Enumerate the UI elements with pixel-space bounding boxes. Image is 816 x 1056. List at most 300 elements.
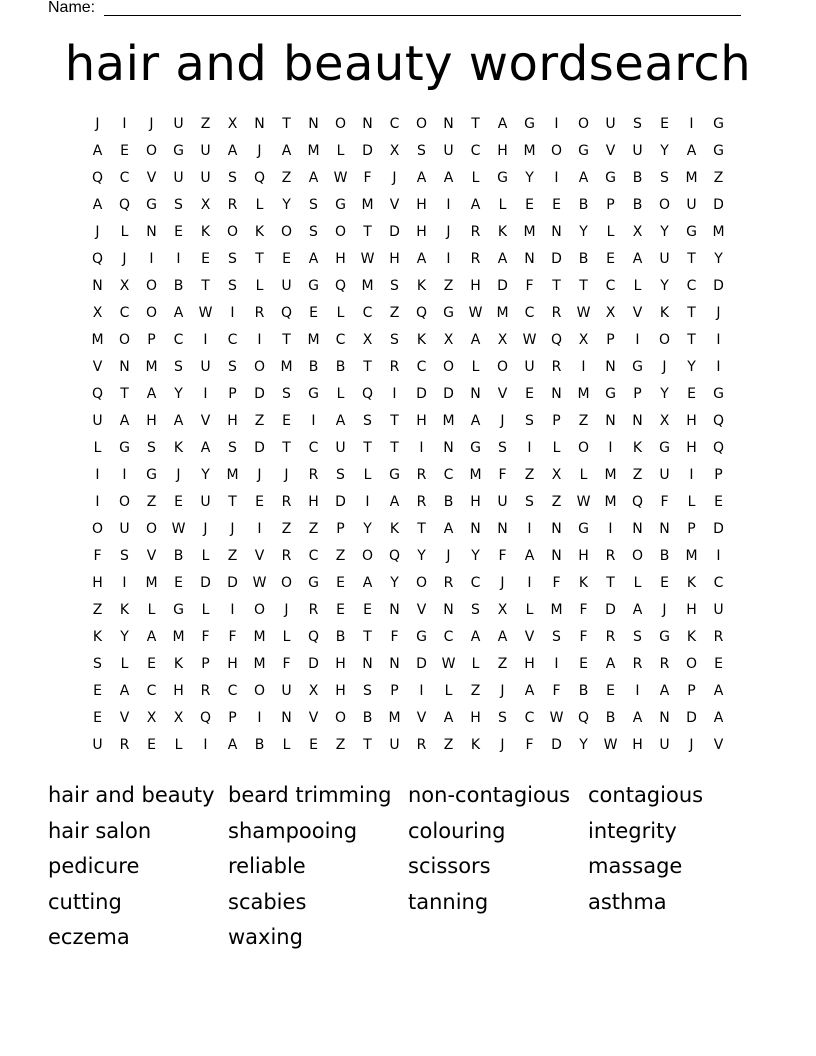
grid-letter[interactable]: F bbox=[552, 683, 561, 699]
grid-letter[interactable]: W bbox=[603, 737, 618, 753]
grid-letter[interactable]: F bbox=[498, 548, 507, 564]
grid-letter[interactable]: D bbox=[389, 224, 400, 240]
grid-letter[interactable]: P bbox=[687, 683, 696, 699]
grid-letter[interactable]: K bbox=[686, 629, 697, 645]
grid-letter[interactable]: D bbox=[308, 656, 319, 672]
grid-letter[interactable]: D bbox=[713, 521, 724, 537]
grid-letter[interactable]: U bbox=[524, 359, 535, 375]
grid-letter[interactable]: J bbox=[257, 467, 262, 483]
grid-letter[interactable]: G bbox=[524, 116, 535, 132]
grid-letter[interactable]: L bbox=[255, 278, 264, 294]
grid-letter[interactable]: A bbox=[335, 413, 346, 429]
grid-letter[interactable]: A bbox=[119, 413, 130, 429]
grid-letter[interactable]: S bbox=[93, 656, 102, 672]
grid-letter[interactable]: N bbox=[470, 521, 481, 537]
grid-letter[interactable]: Z bbox=[470, 683, 481, 699]
grid-letter[interactable]: A bbox=[713, 683, 724, 699]
grid-letter[interactable]: M bbox=[307, 332, 320, 348]
grid-letter[interactable]: O bbox=[415, 116, 428, 132]
grid-letter[interactable]: L bbox=[120, 224, 129, 240]
grid-letter[interactable]: L bbox=[687, 494, 696, 510]
grid-letter[interactable]: X bbox=[578, 332, 589, 348]
grid-letter[interactable]: O bbox=[145, 305, 158, 321]
grid-letter[interactable]: Z bbox=[308, 521, 319, 537]
grid-letter[interactable]: Z bbox=[92, 602, 103, 618]
grid-letter[interactable]: L bbox=[201, 602, 210, 618]
grid-letter[interactable]: C bbox=[308, 548, 319, 564]
grid-letter[interactable]: N bbox=[443, 116, 454, 132]
grid-letter[interactable]: Q bbox=[91, 386, 104, 402]
grid-letter[interactable]: K bbox=[389, 521, 400, 537]
grid-letter[interactable]: I bbox=[95, 494, 100, 510]
grid-letter[interactable]: U bbox=[389, 737, 400, 753]
grid-letter[interactable]: A bbox=[362, 575, 373, 591]
grid-letter[interactable]: S bbox=[336, 467, 345, 483]
grid-letter[interactable]: A bbox=[713, 710, 724, 726]
grid-letter[interactable]: G bbox=[470, 440, 481, 456]
grid-letter[interactable]: T bbox=[363, 629, 372, 645]
grid-letter[interactable]: E bbox=[174, 494, 183, 510]
grid-letter[interactable]: B bbox=[578, 251, 589, 267]
grid-letter[interactable]: O bbox=[280, 575, 293, 591]
grid-letter[interactable]: S bbox=[552, 629, 561, 645]
grid-letter[interactable]: B bbox=[578, 683, 589, 699]
grid-letter[interactable]: S bbox=[660, 170, 669, 186]
grid-letter[interactable]: X bbox=[551, 467, 562, 483]
grid-letter[interactable]: V bbox=[146, 170, 157, 186]
grid-letter[interactable]: W bbox=[360, 251, 375, 267]
grid-letter[interactable]: G bbox=[605, 386, 616, 402]
grid-letter[interactable]: L bbox=[282, 629, 291, 645]
grid-letter[interactable]: J bbox=[203, 521, 208, 537]
grid-letter[interactable]: G bbox=[497, 170, 508, 186]
grid-letter[interactable]: N bbox=[551, 386, 562, 402]
grid-letter[interactable]: E bbox=[525, 197, 534, 213]
grid-letter[interactable]: N bbox=[470, 386, 481, 402]
grid-letter[interactable]: F bbox=[525, 737, 534, 753]
grid-letter[interactable]: O bbox=[361, 548, 374, 564]
grid-letter[interactable]: X bbox=[227, 116, 238, 132]
grid-letter[interactable]: W bbox=[549, 710, 564, 726]
grid-letter[interactable]: Y bbox=[579, 224, 588, 240]
grid-letter[interactable]: S bbox=[228, 359, 237, 375]
grid-letter[interactable]: H bbox=[524, 656, 535, 672]
grid-letter[interactable]: T bbox=[201, 278, 210, 294]
grid-letter[interactable]: C bbox=[443, 629, 454, 645]
grid-letter[interactable]: G bbox=[173, 143, 184, 159]
grid-letter[interactable]: N bbox=[92, 278, 103, 294]
grid-letter[interactable]: T bbox=[282, 440, 291, 456]
grid-letter[interactable]: W bbox=[468, 305, 483, 321]
grid-letter[interactable]: P bbox=[633, 386, 642, 402]
grid-letter[interactable]: N bbox=[551, 224, 562, 240]
grid-letter[interactable]: K bbox=[659, 305, 670, 321]
grid-letter[interactable]: F bbox=[498, 467, 507, 483]
grid-letter[interactable]: D bbox=[713, 278, 724, 294]
grid-letter[interactable]: U bbox=[686, 197, 697, 213]
grid-letter[interactable]: R bbox=[713, 629, 724, 645]
grid-letter[interactable]: P bbox=[228, 386, 237, 402]
grid-letter[interactable]: I bbox=[203, 386, 208, 402]
grid-letter[interactable]: Z bbox=[200, 116, 211, 132]
grid-letter[interactable]: T bbox=[552, 278, 561, 294]
grid-letter[interactable]: L bbox=[282, 737, 291, 753]
grid-letter[interactable]: U bbox=[659, 467, 670, 483]
grid-letter[interactable]: A bbox=[308, 251, 319, 267]
grid-letter[interactable]: M bbox=[442, 413, 455, 429]
grid-letter[interactable]: L bbox=[336, 305, 345, 321]
grid-letter[interactable]: O bbox=[577, 440, 590, 456]
grid-letter[interactable]: B bbox=[632, 170, 643, 186]
grid-letter[interactable]: E bbox=[660, 575, 669, 591]
grid-letter[interactable]: O bbox=[145, 278, 158, 294]
grid-letter[interactable]: A bbox=[524, 683, 535, 699]
grid-letter[interactable]: V bbox=[497, 386, 508, 402]
grid-letter[interactable]: I bbox=[716, 548, 721, 564]
grid-letter[interactable]: I bbox=[608, 521, 613, 537]
grid-letter[interactable]: Z bbox=[713, 170, 724, 186]
grid-letter[interactable]: T bbox=[687, 251, 696, 267]
grid-letter[interactable]: K bbox=[173, 440, 184, 456]
grid-letter[interactable]: G bbox=[308, 575, 319, 591]
grid-letter[interactable]: E bbox=[282, 251, 291, 267]
grid-letter[interactable]: Y bbox=[660, 278, 669, 294]
grid-letter[interactable]: A bbox=[443, 170, 454, 186]
grid-letter[interactable]: L bbox=[606, 224, 615, 240]
grid-letter[interactable]: E bbox=[525, 386, 534, 402]
grid-letter[interactable]: H bbox=[470, 494, 481, 510]
grid-letter[interactable]: A bbox=[281, 143, 292, 159]
grid-letter[interactable]: G bbox=[659, 440, 670, 456]
grid-letter[interactable]: D bbox=[362, 143, 373, 159]
grid-letter[interactable]: F bbox=[660, 494, 669, 510]
grid-letter[interactable]: K bbox=[254, 224, 265, 240]
grid-letter[interactable]: E bbox=[363, 602, 372, 618]
grid-letter[interactable]: Y bbox=[120, 629, 129, 645]
grid-letter[interactable]: M bbox=[361, 197, 374, 213]
grid-letter[interactable]: O bbox=[91, 521, 104, 537]
grid-letter[interactable]: Z bbox=[497, 656, 508, 672]
grid-letter[interactable]: E bbox=[687, 386, 696, 402]
grid-letter[interactable]: O bbox=[280, 224, 293, 240]
grid-letter[interactable]: S bbox=[390, 332, 399, 348]
grid-letter[interactable]: S bbox=[633, 116, 642, 132]
grid-letter[interactable]: I bbox=[446, 251, 451, 267]
grid-letter[interactable]: D bbox=[335, 494, 346, 510]
grid-letter[interactable]: U bbox=[200, 143, 211, 159]
grid-letter[interactable]: H bbox=[470, 278, 481, 294]
grid-letter[interactable]: M bbox=[469, 467, 482, 483]
grid-letter[interactable]: B bbox=[173, 548, 184, 564]
grid-letter[interactable]: U bbox=[443, 143, 454, 159]
grid-letter[interactable]: R bbox=[227, 197, 238, 213]
grid-letter[interactable]: I bbox=[203, 332, 208, 348]
grid-letter[interactable]: I bbox=[527, 440, 532, 456]
grid-letter[interactable]: H bbox=[308, 494, 319, 510]
grid-letter[interactable]: H bbox=[686, 602, 697, 618]
grid-letter[interactable]: A bbox=[470, 332, 481, 348]
grid-letter[interactable]: M bbox=[577, 386, 590, 402]
grid-letter[interactable]: E bbox=[309, 737, 318, 753]
grid-letter[interactable]: P bbox=[228, 710, 237, 726]
grid-letter[interactable]: N bbox=[443, 440, 454, 456]
grid-letter[interactable]: Y bbox=[363, 521, 372, 537]
grid-letter[interactable]: A bbox=[632, 710, 643, 726]
grid-letter[interactable]: L bbox=[336, 386, 345, 402]
grid-letter[interactable]: I bbox=[527, 521, 532, 537]
grid-letter[interactable]: F bbox=[363, 170, 372, 186]
grid-letter[interactable]: I bbox=[716, 359, 721, 375]
grid-letter[interactable]: M bbox=[91, 332, 104, 348]
grid-letter[interactable]: Q bbox=[91, 251, 104, 267]
grid-letter[interactable]: K bbox=[470, 737, 481, 753]
grid-letter[interactable]: S bbox=[498, 710, 507, 726]
grid-letter[interactable]: G bbox=[713, 386, 724, 402]
grid-letter[interactable]: Y bbox=[660, 386, 669, 402]
grid-letter[interactable]: M bbox=[145, 359, 158, 375]
grid-letter[interactable]: Y bbox=[417, 548, 426, 564]
grid-letter[interactable]: C bbox=[146, 683, 157, 699]
grid-letter[interactable]: O bbox=[631, 548, 644, 564]
grid-letter[interactable]: K bbox=[92, 629, 103, 645]
grid-letter[interactable]: U bbox=[497, 494, 508, 510]
grid-letter[interactable]: C bbox=[686, 278, 697, 294]
grid-letter[interactable]: Q bbox=[253, 170, 266, 186]
grid-letter[interactable]: A bbox=[146, 386, 157, 402]
grid-letter[interactable]: E bbox=[174, 575, 183, 591]
grid-letter[interactable]: S bbox=[363, 413, 372, 429]
grid-letter[interactable]: Y bbox=[714, 251, 723, 267]
grid-letter[interactable]: J bbox=[500, 413, 505, 429]
grid-letter[interactable]: J bbox=[257, 143, 262, 159]
grid-letter[interactable]: Y bbox=[390, 575, 399, 591]
grid-letter[interactable]: V bbox=[308, 710, 319, 726]
grid-letter[interactable]: N bbox=[362, 656, 373, 672]
grid-letter[interactable]: E bbox=[120, 143, 129, 159]
grid-letter[interactable]: J bbox=[95, 116, 100, 132]
grid-letter[interactable]: O bbox=[442, 359, 455, 375]
grid-letter[interactable]: M bbox=[712, 224, 725, 240]
grid-letter[interactable]: S bbox=[417, 143, 426, 159]
grid-letter[interactable]: S bbox=[174, 359, 183, 375]
grid-letter[interactable]: G bbox=[713, 143, 724, 159]
grid-letter[interactable]: G bbox=[173, 602, 184, 618]
grid-letter[interactable]: K bbox=[416, 332, 427, 348]
grid-letter[interactable]: S bbox=[633, 629, 642, 645]
grid-letter[interactable]: O bbox=[658, 332, 671, 348]
grid-letter[interactable]: M bbox=[523, 143, 536, 159]
grid-letter[interactable]: O bbox=[145, 143, 158, 159]
grid-letter[interactable]: O bbox=[496, 359, 509, 375]
grid-letter[interactable]: H bbox=[416, 224, 427, 240]
grid-letter[interactable]: W bbox=[522, 332, 537, 348]
grid-letter[interactable]: Z bbox=[281, 170, 292, 186]
grid-letter[interactable]: W bbox=[252, 575, 267, 591]
grid-letter[interactable]: R bbox=[308, 467, 319, 483]
grid-letter[interactable]: N bbox=[524, 251, 535, 267]
grid-letter[interactable]: I bbox=[716, 332, 721, 348]
grid-letter[interactable]: R bbox=[443, 575, 454, 591]
grid-letter[interactable]: M bbox=[172, 629, 185, 645]
grid-letter[interactable]: H bbox=[335, 656, 346, 672]
grid-letter[interactable]: J bbox=[446, 224, 451, 240]
grid-letter[interactable]: E bbox=[552, 197, 561, 213]
grid-letter[interactable]: I bbox=[230, 305, 235, 321]
grid-letter[interactable]: V bbox=[632, 305, 643, 321]
grid-letter[interactable]: E bbox=[174, 224, 183, 240]
grid-letter[interactable]: H bbox=[416, 413, 427, 429]
grid-letter[interactable]: F bbox=[228, 629, 237, 645]
grid-letter[interactable]: W bbox=[198, 305, 213, 321]
grid-letter[interactable]: T bbox=[282, 116, 291, 132]
grid-letter[interactable]: Q bbox=[199, 710, 212, 726]
grid-letter[interactable]: L bbox=[552, 440, 561, 456]
grid-letter[interactable]: A bbox=[200, 440, 211, 456]
grid-letter[interactable]: L bbox=[120, 656, 129, 672]
grid-letter[interactable]: J bbox=[230, 521, 235, 537]
grid-letter[interactable]: M bbox=[307, 143, 320, 159]
grid-letter[interactable]: F bbox=[552, 575, 561, 591]
grid-letter[interactable]: J bbox=[176, 467, 181, 483]
grid-letter[interactable]: H bbox=[227, 656, 238, 672]
grid-letter[interactable]: L bbox=[444, 683, 453, 699]
grid-letter[interactable]: I bbox=[635, 332, 640, 348]
grid-letter[interactable]: L bbox=[633, 575, 642, 591]
grid-letter[interactable]: D bbox=[254, 386, 265, 402]
grid-letter[interactable]: F bbox=[579, 602, 588, 618]
grid-letter[interactable]: N bbox=[254, 116, 265, 132]
grid-letter[interactable]: E bbox=[660, 116, 669, 132]
grid-letter[interactable]: E bbox=[309, 305, 318, 321]
grid-letter[interactable]: R bbox=[254, 305, 265, 321]
grid-letter[interactable]: G bbox=[308, 386, 319, 402]
grid-letter[interactable]: B bbox=[335, 629, 346, 645]
grid-letter[interactable]: E bbox=[147, 656, 156, 672]
grid-letter[interactable]: Z bbox=[146, 494, 157, 510]
grid-letter[interactable]: J bbox=[662, 602, 667, 618]
grid-letter[interactable]: M bbox=[604, 494, 617, 510]
grid-letter[interactable]: Z bbox=[578, 413, 589, 429]
grid-letter[interactable]: C bbox=[227, 332, 238, 348]
grid-letter[interactable]: S bbox=[309, 224, 318, 240]
grid-letter[interactable]: T bbox=[363, 440, 372, 456]
grid-letter[interactable]: T bbox=[606, 575, 615, 591]
grid-letter[interactable]: L bbox=[363, 467, 372, 483]
grid-letter[interactable]: H bbox=[632, 737, 643, 753]
grid-letter[interactable]: U bbox=[335, 440, 346, 456]
grid-letter[interactable]: M bbox=[496, 305, 509, 321]
grid-letter[interactable]: L bbox=[147, 602, 156, 618]
grid-letter[interactable]: G bbox=[416, 629, 427, 645]
grid-letter[interactable]: P bbox=[552, 413, 561, 429]
grid-letter[interactable]: X bbox=[308, 683, 319, 699]
grid-letter[interactable]: R bbox=[281, 494, 292, 510]
grid-letter[interactable]: D bbox=[200, 575, 211, 591]
grid-letter[interactable]: J bbox=[149, 116, 154, 132]
grid-letter[interactable]: B bbox=[659, 548, 670, 564]
grid-letter[interactable]: L bbox=[471, 656, 480, 672]
grid-letter[interactable]: S bbox=[525, 494, 534, 510]
grid-letter[interactable]: A bbox=[632, 251, 643, 267]
grid-letter[interactable]: I bbox=[554, 116, 559, 132]
grid-letter[interactable]: U bbox=[632, 143, 643, 159]
grid-letter[interactable]: A bbox=[443, 710, 454, 726]
grid-letter[interactable]: Y bbox=[174, 386, 183, 402]
grid-letter[interactable]: C bbox=[470, 143, 481, 159]
grid-letter[interactable]: C bbox=[119, 170, 130, 186]
grid-letter[interactable]: H bbox=[389, 251, 400, 267]
grid-letter[interactable]: G bbox=[659, 629, 670, 645]
grid-letter[interactable]: B bbox=[362, 710, 373, 726]
grid-letter[interactable]: Q bbox=[280, 305, 293, 321]
grid-letter[interactable]: C bbox=[335, 332, 346, 348]
grid-letter[interactable]: N bbox=[605, 413, 616, 429]
grid-letter[interactable]: R bbox=[551, 305, 562, 321]
grid-letter[interactable]: I bbox=[635, 683, 640, 699]
grid-letter[interactable]: X bbox=[389, 143, 400, 159]
grid-letter[interactable]: P bbox=[606, 197, 615, 213]
grid-letter[interactable]: A bbox=[173, 305, 184, 321]
grid-letter[interactable]: E bbox=[147, 737, 156, 753]
grid-letter[interactable]: Z bbox=[443, 737, 454, 753]
grid-letter[interactable]: H bbox=[497, 143, 508, 159]
grid-letter[interactable]: E bbox=[93, 710, 102, 726]
grid-letter[interactable]: B bbox=[173, 278, 184, 294]
grid-letter[interactable]: O bbox=[253, 602, 266, 618]
grid-letter[interactable]: F bbox=[282, 656, 291, 672]
grid-letter[interactable]: I bbox=[419, 440, 424, 456]
grid-letter[interactable]: A bbox=[578, 170, 589, 186]
grid-letter[interactable]: U bbox=[659, 251, 670, 267]
grid-letter[interactable]: T bbox=[363, 224, 372, 240]
grid-letter[interactable]: A bbox=[227, 737, 238, 753]
grid-letter[interactable]: D bbox=[416, 386, 427, 402]
grid-letter[interactable]: E bbox=[93, 683, 102, 699]
grid-letter[interactable]: O bbox=[685, 656, 698, 672]
grid-letter[interactable]: M bbox=[361, 278, 374, 294]
grid-letter[interactable]: I bbox=[365, 494, 370, 510]
grid-letter[interactable]: Q bbox=[361, 386, 374, 402]
grid-letter[interactable]: T bbox=[120, 386, 129, 402]
grid-letter[interactable]: I bbox=[95, 467, 100, 483]
grid-letter[interactable]: O bbox=[118, 494, 131, 510]
grid-letter[interactable]: J bbox=[500, 683, 505, 699]
grid-letter[interactable]: I bbox=[581, 359, 586, 375]
grid-letter[interactable]: Z bbox=[227, 548, 238, 564]
grid-letter[interactable]: Y bbox=[282, 197, 291, 213]
grid-letter[interactable]: G bbox=[578, 521, 589, 537]
grid-letter[interactable]: I bbox=[203, 737, 208, 753]
grid-letter[interactable]: R bbox=[470, 251, 481, 267]
grid-letter[interactable]: Q bbox=[577, 710, 590, 726]
grid-letter[interactable]: H bbox=[173, 683, 184, 699]
grid-letter[interactable]: U bbox=[173, 116, 184, 132]
grid-letter[interactable]: M bbox=[253, 656, 266, 672]
grid-letter[interactable]: D bbox=[227, 575, 238, 591]
grid-letter[interactable]: R bbox=[605, 548, 616, 564]
grid-letter[interactable]: C bbox=[173, 332, 184, 348]
grid-letter[interactable]: P bbox=[201, 656, 210, 672]
grid-letter[interactable]: I bbox=[446, 197, 451, 213]
grid-letter[interactable]: B bbox=[443, 494, 454, 510]
grid-letter[interactable]: I bbox=[392, 386, 397, 402]
grid-letter[interactable]: G bbox=[578, 143, 589, 159]
grid-letter[interactable]: O bbox=[226, 224, 239, 240]
grid-letter[interactable]: C bbox=[605, 278, 616, 294]
grid-letter[interactable]: H bbox=[416, 197, 427, 213]
grid-letter[interactable]: O bbox=[658, 197, 671, 213]
grid-letter[interactable]: H bbox=[146, 413, 157, 429]
